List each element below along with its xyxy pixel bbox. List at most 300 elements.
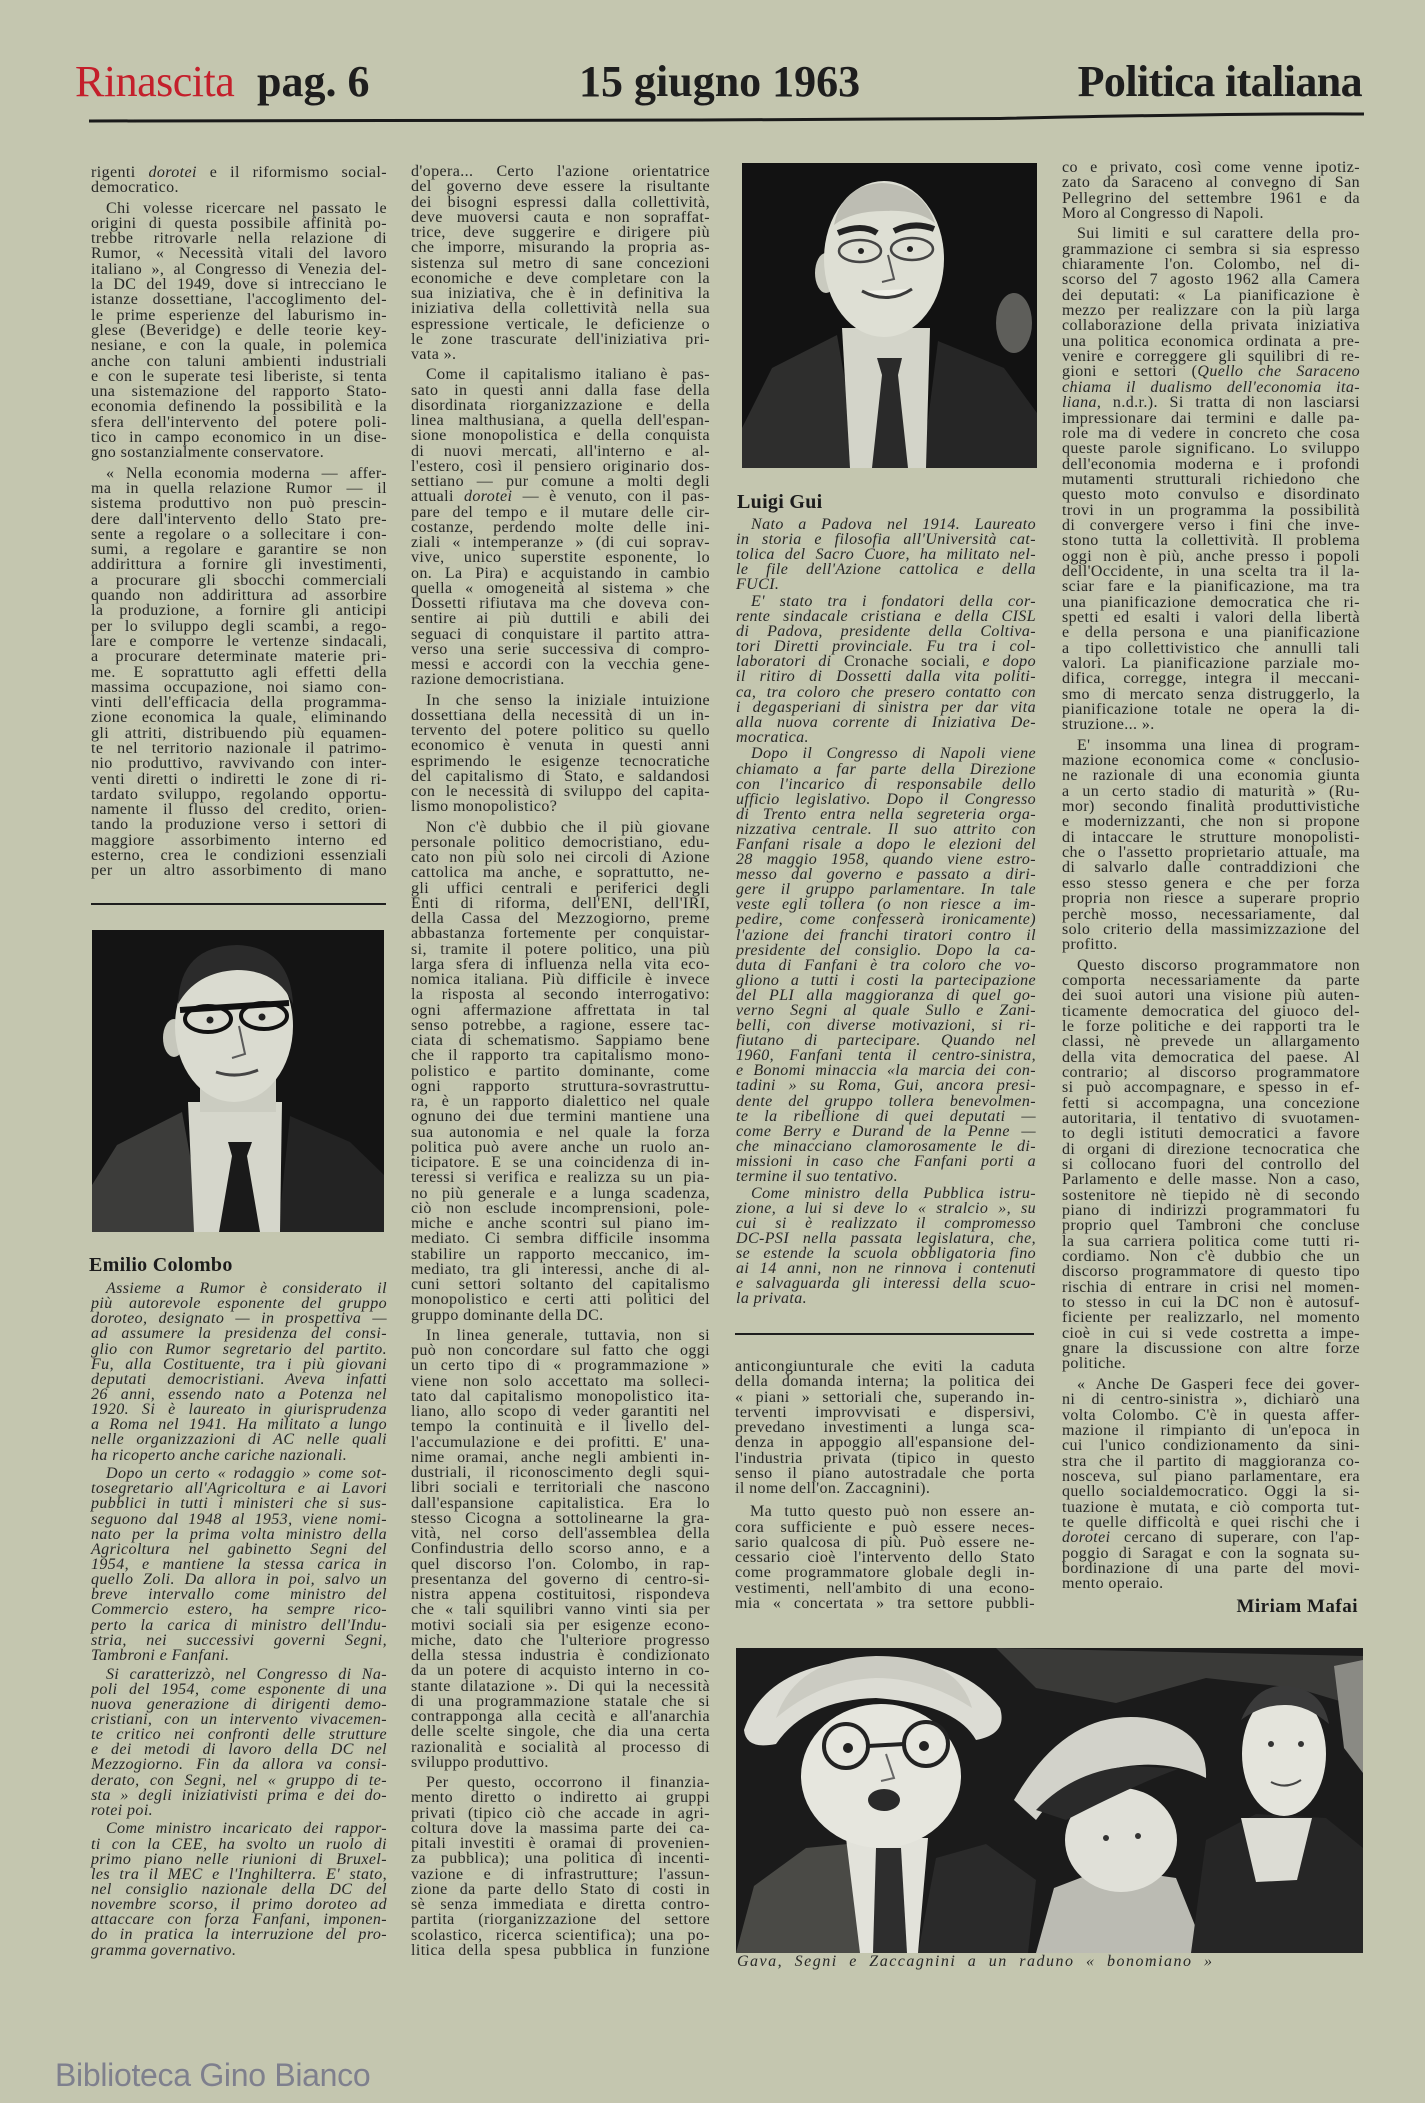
- text-line: venire e correggere gli squilibri di re-: [1062, 348, 1360, 366]
- text-line: Come il capitalismo italiano è pas-: [426, 366, 710, 384]
- text-line: collaborazione della privata iniziativa: [1062, 317, 1360, 335]
- text-line: coltura dove la massima parte dei ca-: [411, 1819, 710, 1837]
- text-run: e il riformismo social-: [196, 164, 387, 181]
- text-line: vive, unico superstite esponente, lo: [411, 549, 710, 567]
- text-line: più autorevole esponente del gruppo: [91, 1295, 387, 1313]
- text-line: cora sufficiente e può essere neces-: [735, 1518, 1035, 1536]
- text-line: per un altro assorbimento di mano: [91, 862, 387, 880]
- text-line: d'opera... Certo l'azione orientatrice: [411, 163, 710, 180]
- text-line: gliono a tutti i costi la partecipazione: [736, 971, 1036, 989]
- text-line: te nel territorio nazionale il patrimo-: [91, 739, 387, 757]
- text-line: « Anche De Gasperi fece dei gover-: [1077, 1375, 1360, 1393]
- text-line: perto la carica di ministro dell'Indu-: [91, 1616, 387, 1634]
- text-line: contrario; al discorso programmatore: [1062, 1063, 1360, 1081]
- photo-emilio-colombo: [92, 930, 384, 1232]
- text-line: Confindustria dello scorso anno, e a: [411, 1540, 710, 1558]
- text-line: quando non addirittura ad assorbire: [91, 587, 387, 605]
- article-column-4: [1062, 160, 1360, 1592]
- text-line: sato in questi anni dalla fase della: [411, 381, 710, 399]
- text-line: comporta necessariamente da parte: [1062, 971, 1360, 989]
- text-line: miche, dato che l'ulteriore progresso: [411, 1631, 710, 1649]
- text-line: ne razionale di una economia giunta: [1062, 767, 1360, 785]
- text-run: , e dopo: [965, 653, 1036, 671]
- text-line: vestimenti, nell'ambito di una econo-: [735, 1579, 1035, 1597]
- text-line: 1960, Fanfani tenta il centro-sinistra,: [736, 1047, 1036, 1065]
- text-line: contrapponga alla cecità e all'anarchia: [411, 1708, 710, 1725]
- text-line: verno Segni al quale Sullo e Zani-: [736, 1002, 1036, 1019]
- text-line: che « tali squilibri vanno vinti sia per: [411, 1601, 710, 1619]
- text-line: si, tramite il potere politico, una più: [411, 940, 710, 958]
- text-line: impressionare dai termini e dalle pa-: [1062, 409, 1360, 427]
- text-line: e modernizzanti, che non si propone: [1062, 813, 1360, 831]
- text-line: ra, è un rapporto dialettico nel quale: [411, 1093, 710, 1110]
- text-line: nio produttivo, ravvivando con inter-: [91, 755, 387, 773]
- text-line: to degli istituti democratici a favore: [1062, 1125, 1360, 1143]
- text-line: libri sociali e territoriali che nascono: [411, 1479, 710, 1497]
- text-line: cuni settori soltanto del capitalismo: [411, 1276, 710, 1293]
- text-line: cui l'unico condizionamento da sini-: [1062, 1437, 1360, 1455]
- text-line: mediato. Ci sembra difficile insomma: [411, 1230, 710, 1248]
- text-line: cattolica ma anche, e soprattutto, ne-: [411, 864, 710, 882]
- text-line: Pellegrino del settembre 1961 e da: [1062, 189, 1360, 207]
- paragraph: [1062, 160, 1360, 221]
- text-line: a Roma nel 1941. Ha militato a lungo: [91, 1416, 387, 1434]
- text-line: stra che il partito di maggioranza co-: [1062, 1452, 1360, 1470]
- text-line: nesiane, e con la quale, in polemica: [91, 337, 387, 355]
- text-line: nomica italiana. Più difficile è invece: [411, 971, 710, 988]
- text-line: settiano — pur comune a molti degli: [411, 473, 710, 490]
- paragraph: [91, 201, 387, 461]
- paragraph: [1062, 1377, 1360, 1592]
- text-line: quella « omogeneità al sistema » che: [411, 579, 710, 597]
- text-line: litica della spesa pubblica in funzione: [411, 1941, 710, 1959]
- text-line: Sui limiti e sul carattere della pro-: [1077, 225, 1360, 243]
- text-line: i degasperiani di sinistra per dar vita: [736, 698, 1036, 716]
- text-line: Enti di riforma, dell'ENI, dell'IRI,: [411, 894, 710, 912]
- text-run: , n.d.r.). Si tratta di non lasciarsi: [1096, 394, 1360, 412]
- text-line: dustriali, il riconoscimento degli squi-: [411, 1464, 710, 1481]
- text-line: [1062, 395, 1360, 410]
- emphasized-text: Quello che Saraceno: [1197, 363, 1360, 381]
- text-line: no più generale e a lunga scadenza,: [411, 1184, 710, 1202]
- text-line: scorso del 7 agosto 1962 alla Camera: [1062, 271, 1360, 289]
- text-line: « Nella economia moderna — affer-: [106, 464, 387, 482]
- text-line: le zone trascurate dell'iniziativa pri-: [411, 330, 710, 348]
- text-line: sentire ai più duttili e abili dei: [411, 610, 710, 628]
- text-line: a procurare gli sbocchi commerciali: [91, 571, 387, 589]
- text-line: ad assumere la presidenza del consi-: [91, 1325, 387, 1343]
- paragraph: [411, 1328, 710, 1770]
- text-line: l'industria privata (tipico in questo: [735, 1449, 1035, 1467]
- text-line: ha ricoperto anche cariche nazionali.: [91, 1446, 348, 1464]
- text-line: [91, 165, 387, 180]
- text-line: profitto.: [1062, 936, 1118, 954]
- text-line: nizzativa centrale. Il suo attrito con: [736, 820, 1036, 838]
- text-line: la DC del 1949, dove si intrecciano le: [91, 276, 387, 294]
- text-line: Rumor, « Necessità vitali del lavoro: [91, 245, 387, 263]
- text-line: Parlamento e delle masse. Non a caso,: [1062, 1171, 1360, 1189]
- text-line: te quelle difficoltà e quei rischi che i: [1062, 1513, 1360, 1531]
- text-run: rigenti: [91, 164, 149, 181]
- text-line: l'estero, così il pensiero originario dos-: [411, 457, 710, 475]
- section-title: Politica italiana: [1077, 57, 1362, 106]
- text-line: nime oramai, anche negli ambienti in-: [411, 1448, 710, 1466]
- article-column-1: [91, 165, 387, 879]
- text-line: si può accompagnare, e spesso in ef-: [1062, 1079, 1360, 1097]
- text-line: In linea generale, tuttavia, non si: [426, 1326, 710, 1344]
- text-line: gnare la discussione con altre forze: [1062, 1340, 1360, 1358]
- text-line: primo piano nelle riunioni di Bruxel-: [91, 1850, 387, 1868]
- text-line: miche e anche scontri sul piano im-: [411, 1215, 710, 1232]
- text-line: la privata.: [736, 1290, 808, 1308]
- text-line: della Cassa del Mezzogiorno, preme: [411, 910, 710, 927]
- text-line: Come ministro della Pubblica istru-: [751, 1184, 1036, 1202]
- text-line: ogni rapporto struttura-sovrastruttu-: [411, 1077, 710, 1095]
- text-line: origini di questa possibile affinità po-: [91, 214, 387, 232]
- paragraph: [1062, 738, 1360, 953]
- text-line: una politica economica ordinata a pre-: [1062, 332, 1360, 350]
- text-line: trice, deve suggerire e dirigere più: [411, 224, 710, 241]
- text-line: spetti ed esalti i valori della libertà: [1062, 608, 1360, 626]
- bio-heading-gui: Luigi Gui: [737, 491, 823, 513]
- text-line: di una programmazione statale che si: [411, 1692, 710, 1710]
- emphasized-text: dorotei: [1062, 1529, 1111, 1547]
- text-line: tadini » su Roma, Gui, ancora presi-: [736, 1077, 1036, 1095]
- text-line: solo criterio della massimizzazione del: [1062, 920, 1360, 938]
- text-line: gruppo dominante della DC.: [411, 1306, 604, 1324]
- text-line: chiaramente l'on. Colombo, nel di-: [1062, 256, 1360, 274]
- text-line: una sistemazione del rapporto Stato-: [91, 383, 387, 401]
- text-line: on. La Pira) e acquistando in cambio: [411, 564, 710, 582]
- text-line: una pianificazione democratica che ri-: [1062, 593, 1360, 611]
- text-line: valori. La pianificazione parziale mo-: [1062, 655, 1360, 672]
- text-line: mor) secondo finalità produttivistiche: [1062, 798, 1360, 816]
- text-line: messo dal governo e passato a diri-: [736, 866, 1036, 884]
- text-line: poli del 1954, come esponente di una: [91, 1680, 387, 1698]
- text-line: rotei poi.: [91, 1801, 154, 1819]
- text-line: che minacciano clamorosamente le di-: [736, 1137, 1036, 1155]
- text-line: disordinata riorganizzazione e della: [411, 396, 710, 414]
- text-line: discorso programmatore di questo tipo: [1062, 1263, 1360, 1281]
- article-column-3: [735, 1359, 1035, 1611]
- text-line: deve muoversi cauta e non sopraffat-: [411, 208, 710, 226]
- text-line: zione, a lui si deve lo « stralcio », su: [736, 1199, 1036, 1217]
- text-line: dei deputati: « La pianificazione è: [1062, 286, 1360, 304]
- text-line: [736, 654, 1036, 669]
- text-line: economico è venuta in questi anni: [411, 737, 710, 755]
- text-line: deputati democristiani. Aveva infatti: [91, 1370, 387, 1388]
- text-line: me. E soprattutto agli effetti della: [91, 663, 387, 681]
- text-line: venti diretti o indiretti le zone di ri-: [91, 770, 387, 788]
- text-line: sistema produttivo non può prescin-: [91, 495, 387, 513]
- text-line: sione monopolistica e della conquista: [411, 427, 710, 445]
- text-line: 28 maggio 1958, quando viene estro-: [736, 851, 1036, 869]
- text-line: ni di centro-sinistra », dichiarò una: [1062, 1391, 1360, 1409]
- text-line: economiche e deve completare con la: [411, 269, 710, 287]
- emphasized-text: chiama il dualismo dell'economia ita-: [1062, 378, 1360, 396]
- text-line: 26 anni, essendo nato a Potenza nel: [91, 1385, 387, 1403]
- text-line: delle scelte singole, che dia una certa: [411, 1723, 710, 1741]
- text-line: che il rapporto tra capitalismo mono-: [411, 1047, 710, 1065]
- text-line: bordinazione di una parte del movi-: [1062, 1559, 1360, 1577]
- text-line: denza in appoggio all'espansione del-: [735, 1434, 1035, 1452]
- text-line: la produzione, a fornire gli anticipi: [91, 602, 387, 620]
- text-line: queste parole significano. Lo sviluppo: [1062, 440, 1360, 458]
- text-line: Dopo un certo « rodaggio » come sot-: [106, 1465, 387, 1483]
- text-line: esso stesso genera e che per forza: [1062, 874, 1360, 892]
- text-line: italiano », al Congresso di Venezia del-: [91, 260, 387, 278]
- text-line: glio con Rumor segretario del partito.: [91, 1340, 387, 1358]
- text-line: da un potere di acquisto interno in co-: [411, 1662, 710, 1680]
- text-line: ciata di schematismo. Sappiamo bene: [411, 1032, 710, 1049]
- paragraph: [1062, 958, 1360, 1372]
- text-line: seguaci di conquistare il partito attra-: [411, 625, 710, 643]
- text-line: abbastanza fortemente per conquistar-: [411, 925, 710, 943]
- text-line: zione da parte dello Stato di costi in: [411, 1880, 710, 1898]
- text-line: pitali investiti è oramai di provenien-: [411, 1835, 710, 1852]
- text-line: [411, 489, 710, 504]
- text-line: messi e accordi con la vecchia gene-: [411, 656, 710, 673]
- text-line: sente a regolare o a sollecitare i con-: [91, 525, 387, 543]
- emphasized-text: liana: [1062, 394, 1097, 412]
- text-line: le forze politiche e dei rapporti tra le: [1062, 1017, 1360, 1035]
- text-run: — è venuto, con il pas-: [512, 488, 710, 506]
- text-line: lare e comporre le vertenze sindacali,: [91, 632, 387, 650]
- text-line: in storia e filosofia all'Università cat-: [736, 531, 1036, 549]
- text-line: seguono dal 1948 al 1953, viene nomi-: [91, 1510, 387, 1528]
- text-line: polistico e partito dominante, come: [411, 1062, 710, 1080]
- text-line: Chi volesse ricercare nel passato le: [106, 199, 387, 217]
- text-line: sciar fare e la pianificazione, ma tra: [1062, 578, 1360, 596]
- text-line: tato dal capitalismo monopolistico ita-: [411, 1387, 710, 1405]
- text-line: dossettiana della necessità di un in-: [411, 706, 710, 724]
- text-line: trovi in un programma la possibilità: [1062, 501, 1360, 519]
- text-line: ufficio legislativo. Dopo il Congresso: [736, 790, 1036, 808]
- text-line: propria non riesce a superare proprio: [1062, 890, 1360, 908]
- text-line: senso il piano autostradale che porta: [735, 1464, 1035, 1482]
- text-line: si collocano fuori del controllo del: [1062, 1156, 1360, 1173]
- text-line: Fu, alla Costituente, tra i più giovani: [91, 1355, 387, 1373]
- text-line: massima occupazione, noi siamo con-: [91, 678, 387, 696]
- text-line: chiamato a far parte della Direzione: [736, 760, 1036, 778]
- text-line: zato da Saraceno al convegno di San: [1062, 174, 1360, 192]
- text-line: mia « concertata » tra settore pubbli-: [735, 1594, 1035, 1612]
- text-line: sario qualcosa di più. Può essere ne-: [735, 1533, 1035, 1551]
- text-line: te la ribellione di quei deputati —: [736, 1107, 1036, 1125]
- text-line: gno sostanzialmente conservatore.: [91, 444, 325, 462]
- text-line: ticipatore. E se una coincidenza di in-: [411, 1154, 710, 1171]
- text-line: esprimendo le esigenze tecnocratiche: [411, 752, 710, 770]
- text-line: teressi si verifica e realizza su un pia-: [411, 1169, 710, 1187]
- text-line: ai 14 anni, non ne rinnova i contenuti: [736, 1260, 1036, 1278]
- text-line: gramma governativo.: [91, 1941, 237, 1959]
- text-line: Mezzogiorno. Fin da allora va consi-: [91, 1756, 387, 1774]
- text-line: stabilire un rapporto meccanico, im-: [411, 1245, 710, 1263]
- paragraph: [411, 164, 710, 362]
- text-line: di salvarlo dalle contraddizioni che: [1062, 859, 1360, 877]
- text-line: che o l'assetto proprietario attuale, ma: [1062, 844, 1360, 862]
- text-line: senso potrebbe, a ragione, essere tac-: [411, 1016, 710, 1034]
- text-line: ognuno dei due termini mantiene una: [411, 1108, 710, 1126]
- column-divider-rule: [91, 903, 386, 905]
- text-line: della domanda interna; la politica dei: [735, 1373, 1035, 1391]
- text-line: un certo tipo di « programmazione »: [411, 1357, 710, 1375]
- text-line: Agricoltura nel gabinetto Segni del: [91, 1540, 387, 1558]
- text-line: e salvaguarda gli interessi della scuo-: [736, 1275, 1036, 1293]
- text-line: fiutano di partecipare. Quando nel: [736, 1032, 1036, 1050]
- text-line: cristiani, con un intervento vivacemen-: [91, 1710, 387, 1728]
- text-line: quello Zoli. Da allora in poi, salvo un: [91, 1571, 387, 1589]
- text-line: politica può avere anche un ruolo an-: [411, 1138, 710, 1156]
- paragraph: [91, 1667, 387, 1818]
- text-line: linea malthusiana, a quella dell'espan-: [411, 412, 710, 429]
- text-line: smo di mercato senza distruggerlo, la: [1062, 685, 1360, 703]
- text-line: quel discorso l'on. Colombo, in rap-: [411, 1555, 710, 1573]
- text-line: Ma tutto questo può non essere an-: [750, 1503, 1035, 1521]
- text-line: e dei metodi di lavoro della DC nel: [91, 1741, 387, 1759]
- text-line: di Padova, presidente della Coltiva-: [736, 623, 1036, 641]
- text-line: [1062, 380, 1360, 395]
- text-line: presidente del consiglio. Dopo la ca-: [736, 941, 1036, 959]
- text-line: Si caratterizzò, nel Congresso di Na-: [106, 1665, 387, 1683]
- text-line: per lo sviluppo degli scambi, a rego-: [91, 617, 387, 635]
- paragraph: [411, 1775, 710, 1958]
- text-line: poggio di Saragat e con la sognata su-: [1062, 1544, 1360, 1562]
- text-line: ziali « intemperanze » (di cui soprav-: [411, 534, 710, 551]
- text-line: stono tutta la collettività. Il problema: [1062, 532, 1360, 550]
- text-line: to stesso in cui la DC non è autosuf-: [1062, 1294, 1360, 1312]
- library-watermark: Biblioteca Gino Bianco: [55, 2057, 371, 2093]
- text-line: razionalità e socialità al processo di: [411, 1738, 710, 1756]
- text-line: glese (Beveridge) e delle teorie key-: [91, 321, 387, 339]
- text-run: gioni e settori (: [1062, 363, 1198, 381]
- text-line: perchè mosso, necessariamente, dal: [1062, 905, 1360, 923]
- text-line: In che senso la iniziale intuizione: [426, 691, 710, 709]
- text-line: questo moto convulso e disordinato: [1062, 486, 1360, 504]
- text-line: Moro al Congresso di Napoli.: [1062, 205, 1264, 223]
- text-line: lismo monopolistico?: [411, 798, 558, 816]
- text-line: di convergere verso i fini che inve-: [1062, 516, 1360, 534]
- paragraph: [736, 1186, 1036, 1307]
- masthead-title: Rinascita: [75, 57, 235, 106]
- page-number: pag. 6: [257, 57, 370, 106]
- text-line: ogni affermazione affrettata in tal: [411, 1001, 710, 1019]
- text-line: Non c'è dubbio che il più giovane: [426, 818, 710, 836]
- text-line: nelle organizzazioni di AC nelle quali: [91, 1431, 387, 1449]
- text-line: della stessa industria è condizionato: [411, 1647, 710, 1664]
- issue-date: 15 giugno 1963: [579, 57, 861, 106]
- text-line: a procurare determinate materie pri-: [91, 648, 387, 666]
- text-line: mazione economica come « conclusio-: [1062, 752, 1360, 770]
- text-line: difica, corregge, integra il meccani-: [1062, 670, 1360, 688]
- text-run: attuali: [411, 488, 464, 506]
- text-line: costanze, perdendo molte delle ini-: [411, 518, 710, 536]
- text-line: nosceva, sul piano parlamentare, era: [1062, 1467, 1360, 1485]
- text-line: ma in quella relazione Rumor — il: [91, 479, 387, 497]
- text-line: può non concordare sul fatto che oggi: [411, 1342, 710, 1359]
- paragraph: [736, 517, 1036, 592]
- text-line: sua iniziativa, che è in definitiva la: [411, 285, 710, 302]
- text-line: di organi di direzione tecnocratica che: [1062, 1140, 1360, 1158]
- text-line: tosegretario all'Agricoltura e ai Lavori: [91, 1480, 387, 1498]
- text-line: veste egli tollera (o non riesce a im-: [736, 896, 1036, 914]
- text-line: tico in campo economico in un dise-: [91, 429, 387, 447]
- text-line: tori Diretti provinciale. Fu tra i col-: [736, 638, 1036, 656]
- text-line: 1920. Si è laureato in giurisprudenza: [91, 1401, 387, 1419]
- photo-caption: Gava, Segni e Zaccagnini a un raduno « bonomiano »: [737, 1953, 1214, 1970]
- text-line: dei suoi autori una visione più auten-: [1062, 987, 1360, 1005]
- text-line: cui si è realizzato il compromesso: [736, 1214, 1036, 1232]
- text-line: mocratica.: [736, 728, 809, 746]
- paragraph: [735, 1359, 1035, 1496]
- text-line: la sua carriera politica come tutti ri-: [1062, 1232, 1360, 1250]
- text-line: mutamenti strutturali richiedono che: [1062, 470, 1360, 488]
- text-line: monopolistico e certi atti politici del: [411, 1291, 710, 1309]
- text-line: za pubblica); una politica di incenti-: [411, 1850, 710, 1868]
- text-line: Per questo, occorrono il finanzia-: [426, 1774, 710, 1791]
- text-line: sè senza immediata e diretta contro-: [411, 1896, 710, 1913]
- text-line: dell'economia moderna e i profondi: [1062, 455, 1360, 473]
- text-line: ticamente democratica del giuoco del-: [1062, 1002, 1360, 1020]
- text-line: e della persona e una pianificazione: [1062, 624, 1360, 642]
- text-line: dei bisogni espressi dalla collettività,: [411, 193, 710, 211]
- paragraph: [1062, 226, 1360, 732]
- text-line: DC-PSI nella passata legislatura, che,: [736, 1229, 1036, 1247]
- text-line: dell'Occidente, in una scelta tra il la-: [1062, 562, 1360, 580]
- text-line: novembre scorso, il primo doroteo ad: [91, 1896, 387, 1914]
- text-line: mazione il rimpianto di un'epoca in: [1062, 1421, 1360, 1439]
- text-line: gli attriti, distribuendo più equamen-: [91, 724, 387, 742]
- article-column-2: [411, 164, 710, 1958]
- text-line: Tambroni e Fanfani.: [91, 1646, 230, 1664]
- text-line: Fanfani risale a dopo le elezioni del: [736, 835, 1036, 853]
- text-line: democratico.: [91, 179, 179, 197]
- text-line: l'accumulazione e dei profitti. E' una-: [411, 1433, 710, 1451]
- text-line: pedire, come confesserà ironicamente): [736, 911, 1036, 929]
- text-line: a un certo stadio di maturità » (Ru-: [1062, 782, 1360, 800]
- text-line: rente sindacale cristiana e della CISL: [736, 608, 1036, 626]
- text-line: [1062, 364, 1360, 379]
- text-line: te critico nei confronti delle strutture: [91, 1726, 387, 1744]
- text-line: terventi improvvisati e dispersivi,: [735, 1403, 1035, 1421]
- text-line: doroteo, designato — in prospettiva —: [91, 1310, 387, 1328]
- text-line: gere il gruppo parlamentare. In tale: [736, 881, 1036, 899]
- paragraph: [736, 594, 1036, 745]
- text-line: pubblici in tutti i ministeri che si sus-: [91, 1495, 387, 1513]
- text-line: classi, nè prevede un allargamento: [1062, 1033, 1360, 1051]
- text-line: termine il suo tentativo.: [736, 1168, 898, 1186]
- text-line: gli uffici centrali e periferici degli: [411, 879, 710, 897]
- text-line: breve intervallo come ministro del: [91, 1586, 387, 1604]
- paragraph: [91, 1821, 387, 1957]
- text-line: di intaccare le strutture monopolisti-: [1062, 828, 1360, 846]
- text-line: duta di Fanfani è tra coloro che vo-: [736, 956, 1036, 974]
- text-line: vinti dell'efficacia della programma-: [91, 694, 387, 712]
- text-line: zione economica la quale, eliminando: [91, 709, 387, 727]
- text-line: cordiamo. Non c'è dubbio che un: [1062, 1248, 1360, 1266]
- photo-gava-segni-zaccagnini: [736, 1648, 1363, 1953]
- text-line: dall'espansione capitalistica. Era lo: [411, 1494, 710, 1512]
- text-line: nistra appena costituitosi, rispondeva: [411, 1586, 710, 1603]
- bio-text-colombo: [91, 1281, 387, 1958]
- text-line: attaccare con forza Fanfani, imponen-: [91, 1911, 387, 1929]
- text-line: nuova generazione di dirigenti demo-: [91, 1695, 387, 1713]
- text-line: tempo la continuità e il livello del-: [411, 1418, 710, 1436]
- text-line: vazione e di infrastrutture; l'assun-: [411, 1865, 710, 1883]
- paragraph: [91, 1281, 387, 1463]
- text-line: Questo discorso programmatore non: [1077, 956, 1360, 974]
- text-line: missioni in caso che Fanfani porti a: [736, 1152, 1036, 1170]
